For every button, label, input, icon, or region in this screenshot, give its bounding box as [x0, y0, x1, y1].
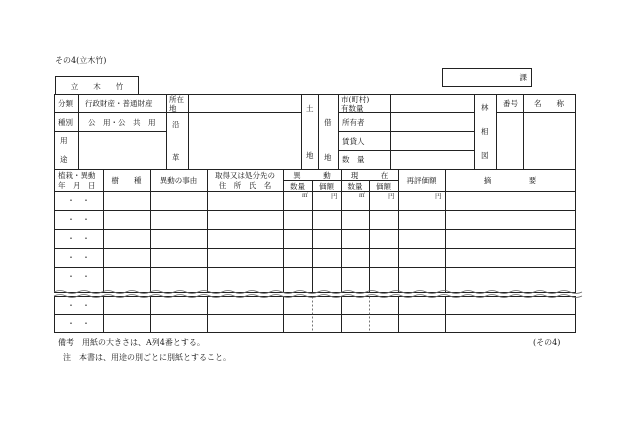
- owner-header-2: 住 所 氏 名: [218, 181, 272, 190]
- bunrui-value: 行政財産・普通財産: [85, 99, 153, 108]
- chintaijin-label: 賃貸人: [342, 137, 365, 146]
- shichouson-label-1: 市(町村): [341, 95, 370, 104]
- shozaichi-label-1: 所在: [169, 95, 184, 104]
- genzai-kakaku-header: 価額: [376, 182, 391, 191]
- date-header-2: 年 月 日: [58, 181, 96, 190]
- tochi-label-2: 地: [306, 151, 314, 160]
- form-number: その4(立木竹): [55, 56, 107, 65]
- shozaichi-label-2: 地: [169, 104, 177, 113]
- section-suffix: 課: [519, 73, 527, 82]
- date-placeholder[interactable]: ・ ・: [67, 272, 90, 281]
- page-label: (その4): [533, 338, 561, 347]
- date-placeholder[interactable]: ・ ・: [67, 253, 90, 262]
- suryo-label: 数 量: [342, 155, 365, 164]
- category-label: 立 木 竹: [70, 82, 124, 91]
- date-placeholder[interactable]: ・ ・: [67, 196, 90, 205]
- shubetsu-value: 公 用・公 共 用: [88, 118, 156, 127]
- date-placeholder[interactable]: ・ ・: [67, 301, 90, 310]
- unit-area-idou: ㎡: [302, 192, 309, 199]
- date-header-1: 植栽・異動: [58, 171, 96, 180]
- bikou-note: 備考 用紙の大きさは、A列4番とする。: [58, 338, 205, 347]
- unit-yen-idou: 円: [331, 192, 338, 200]
- saihyoka-header: 再評価額: [406, 176, 437, 185]
- bangou-label: 番号: [503, 99, 518, 108]
- shakuchi-label-2: 地: [324, 153, 332, 162]
- bunrui-label: 分類: [58, 99, 73, 108]
- date-placeholder[interactable]: ・ ・: [67, 234, 90, 243]
- jushu-header: 樹 種: [111, 176, 142, 185]
- section-box[interactable]: [442, 68, 532, 87]
- owner-header-1: 取得又は処分先の: [215, 171, 275, 180]
- enkaku-label-1: 沿: [172, 120, 180, 129]
- rinsouzu-label-2: 相: [481, 127, 489, 136]
- rinsouzu-label-1: 林: [481, 103, 489, 112]
- youto-label-2: 途: [60, 155, 68, 164]
- idou-kakaku-header: 価額: [319, 182, 334, 191]
- youto-label-1: 用: [60, 136, 68, 145]
- unit-yen-genzai: 円: [388, 192, 395, 200]
- genzai-header: 現 在: [350, 171, 389, 180]
- date-placeholder[interactable]: ・ ・: [67, 215, 90, 224]
- rinsouzu-label-3: 図: [481, 151, 489, 160]
- idou-header: 異 動: [293, 171, 331, 180]
- instruction-note: 注 本書は、用途の別ごとに別紙とすること。: [63, 353, 231, 362]
- unit-yen-saihyoka: 円: [435, 192, 442, 200]
- date-placeholder[interactable]: ・ ・: [67, 319, 90, 328]
- shubetsu-label: 種別: [58, 118, 73, 127]
- shichouson-label-2: 有数量: [341, 104, 364, 113]
- category-tab: [55, 76, 139, 95]
- shoyusha-label: 所有者: [342, 118, 365, 127]
- idou-suryo-header: 数量: [290, 182, 305, 191]
- shakuchi-label-1: 借: [324, 118, 332, 127]
- enkaku-label-2: 革: [172, 153, 180, 162]
- meishou-label: 名 称: [534, 99, 564, 108]
- reason-header: 異動の事由: [159, 176, 198, 185]
- tochi-label-1: 土: [306, 104, 314, 113]
- unit-area-genzai: ㎡: [359, 192, 366, 199]
- tekiyo-header: 摘 要: [483, 176, 537, 185]
- genzai-suryo-header: 数量: [347, 182, 363, 191]
